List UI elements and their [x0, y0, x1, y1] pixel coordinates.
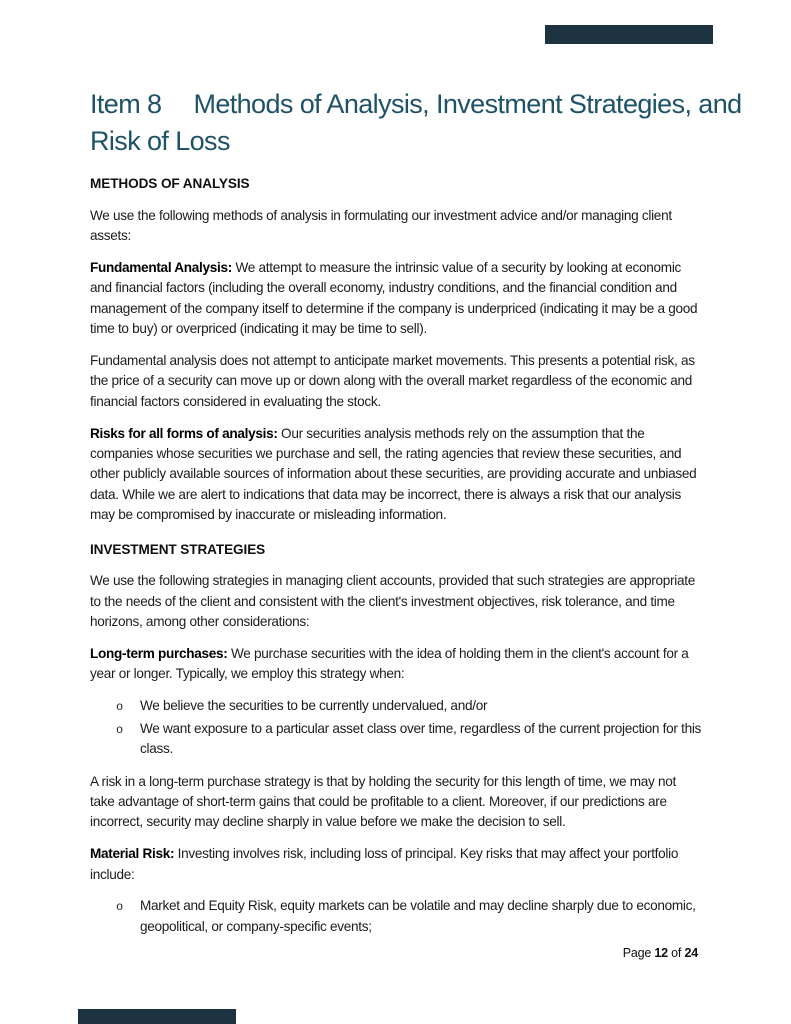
- paragraph: [90, 772, 702, 833]
- paragraph-text: Investing involves risk, including loss of principal. Key risks that may affect your portfolio include:: [90, 846, 682, 882]
- bottom-left-accent-bar: [78, 1009, 236, 1024]
- footer-page-number: 12: [654, 946, 668, 960]
- paragraph-label: Risks for all forms of analysis:: [90, 425, 278, 441]
- footer-total-pages: 24: [684, 946, 698, 960]
- item-number: Item 8: [90, 89, 162, 119]
- list-item-text: We believe the securities to be currently undervalued, and/or: [140, 697, 488, 713]
- list-item-text: We want exposure to a particular asset class over time, regardless of the current projection for this class.: [140, 720, 702, 757]
- paragraph: [90, 424, 702, 526]
- paragraph: [90, 844, 702, 885]
- paragraph: [90, 206, 702, 247]
- list-item-text: Market and Equity Risk, equity markets can be volatile and may decline sharply due to economic, geopolitical, or company-specific events;: [140, 898, 696, 934]
- paragraph-text: We attempt to measure the intrinsic value of a security by looking at economic and financial factors (including the overall economy, industry conditions, and the financial condition and management of the company itself to determine if the company is underpriced (indicating it may be a good time to buy) or overpriced (indicating it may be time to sell).: [90, 259, 701, 337]
- footer-of: of: [667, 946, 685, 960]
- paragraph-text: Fundamental analysis does not attempt to anticipate market movements. This presents a potential risk, as the price of a security can move up or down along with the overall market regardless of the economic and financial factors considered in evaluating the stock.: [90, 352, 699, 409]
- paragraph: [90, 351, 702, 412]
- paragraph-text: We use the following methods of analysis in formulating our investment advice and/or managing client assets:: [90, 207, 676, 243]
- page-title: [90, 86, 742, 160]
- paragraph-text: Our securities analysis methods rely on the assumption that the companies whose securities we purchase and sell, the rating agencies that review these securities, and other publicly available sources of information about these securities, are providing accurate and unbiased data. While we are alert to indications that data may be incorrect, there is always a risk that our analysis may be compromised by inaccurate or misleading information.: [90, 425, 700, 523]
- paragraph-label: Material Risk:: [90, 846, 175, 862]
- bullet-list: [90, 896, 702, 938]
- bullet-icon: o: [116, 699, 123, 714]
- bullet-icon: o: [116, 900, 123, 915]
- paragraph-text: A risk in a long-term purchase strategy is that by holding the security for this length of time, we may not take advantage of short-term gains that could be profitable to a client. Moreover, if our predictions are incorrect, security may decline sharply in value before we make the decision to sell.: [90, 773, 680, 830]
- footer-prefix: Page: [622, 946, 655, 960]
- list-item: [116, 696, 702, 717]
- paragraph: [90, 571, 702, 632]
- paragraph-label: Fundamental Analysis:: [90, 259, 233, 275]
- bullet-list: [90, 696, 702, 760]
- paragraph-text: We purchase securities with the idea of holding them in the client's account for a year or longer. Typically, we employ this strategy when:: [90, 645, 693, 682]
- list-item: [116, 896, 702, 938]
- bullet-icon: o: [116, 722, 123, 737]
- page-title-line-2: [90, 123, 702, 160]
- title-text-2: Risk of Loss: [90, 126, 230, 156]
- section-heading-methods-of-analysis: METHODS OF ANALYSIS: [90, 176, 250, 191]
- title-text-1: Methods of Analysis, Investment Strategies, and: [193, 89, 742, 119]
- list-item: [116, 719, 702, 761]
- paragraph: [90, 258, 702, 340]
- paragraph-label: Long-term purchases:: [90, 645, 228, 661]
- paragraph-text: We use the following strategies in managing client accounts, provided that such strategies are appropriate to the needs of the client and consistent with the client's investment objectives, risk tolerance, and time horizons, among other considerations:: [90, 573, 699, 629]
- paragraph: [90, 644, 702, 685]
- page-title-line-1: [90, 86, 742, 123]
- document-content: [90, 0, 742, 938]
- page-number-footer: [623, 946, 698, 961]
- section-heading-investment-strategies: INVESTMENT STRATEGIES: [90, 541, 266, 557]
